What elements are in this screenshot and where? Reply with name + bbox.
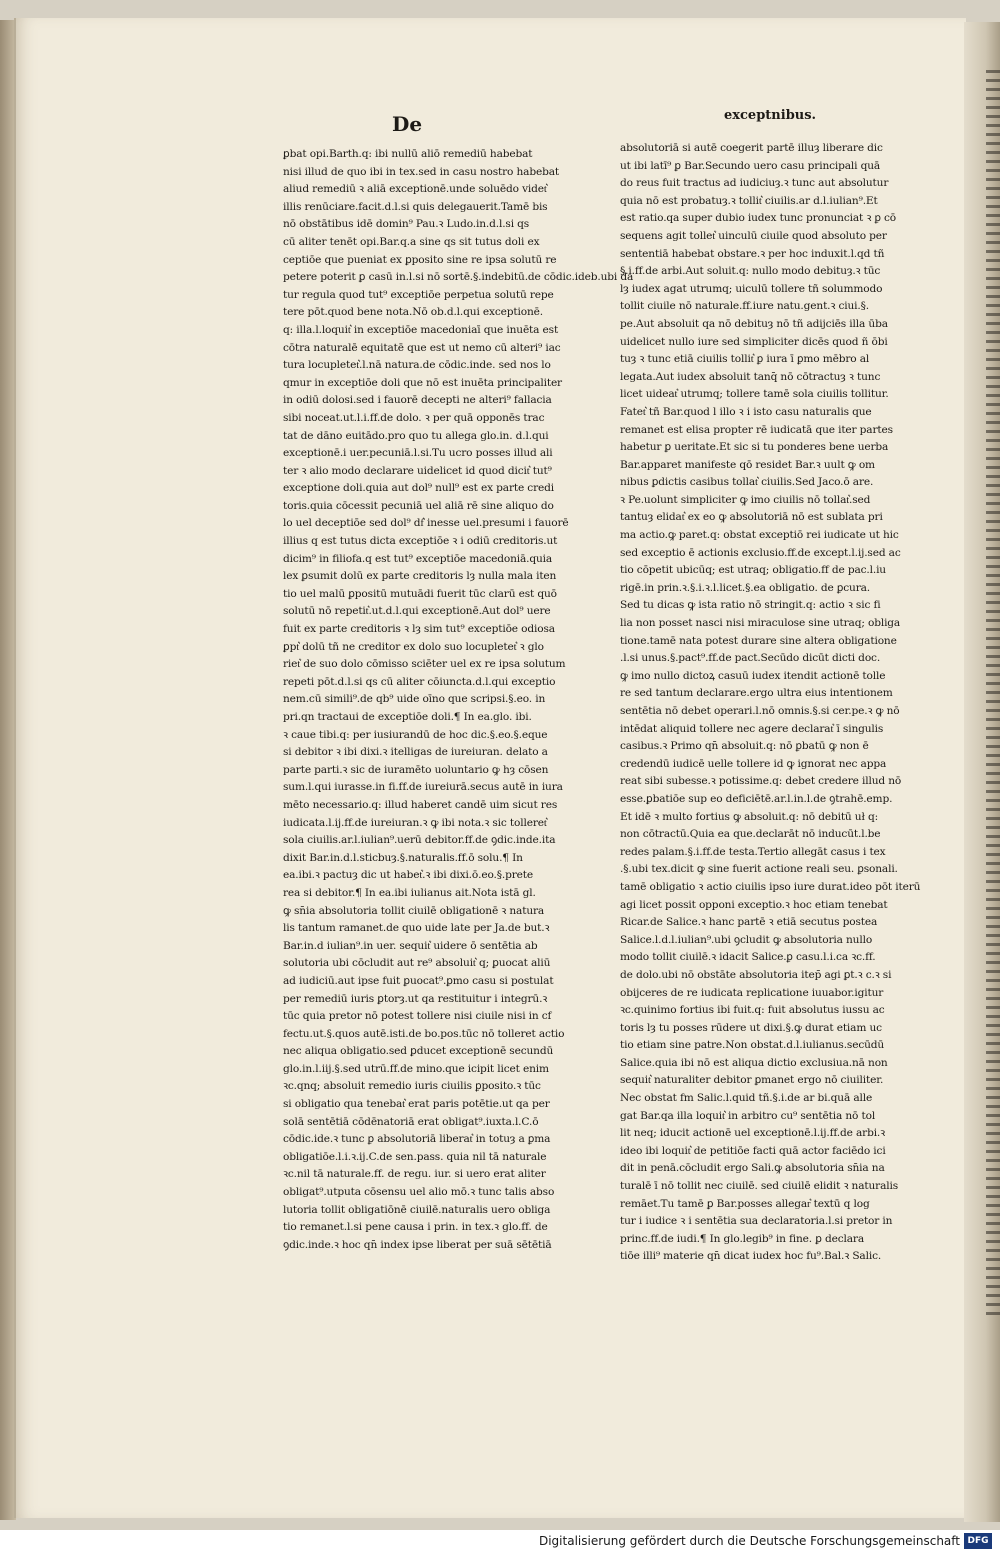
- text-line: obligat⁹.utputa cōsensu uel alio mō.ꝛ tunc talis abso: [283, 1186, 555, 1199]
- text-line: tollit ciuile nō naturale.ff.iure natu.gent.ꝛ ciui.§.: [620, 300, 870, 313]
- text-line: Bar.apparet manifeste qō residet Bar.ꝛ uult ꝙ om: [620, 458, 875, 471]
- text-line: si debitor ꝛ ibi dixi.ꝛ itelligas de iureiuran. delato a: [283, 746, 548, 759]
- text-line: ꝑpt͛ dolū tñ ne creditor ex dolo suo locupletet͛ ꝛ glo: [283, 640, 544, 653]
- text-line: obligatiōe.l.i.ꝛ.ij.C.de sen.pass. quia nil tā naturale: [283, 1150, 547, 1163]
- facing-page-text-edge: [986, 70, 1000, 1320]
- text-line: cōdic.ide.ꝛ tunc ꝑ absolutoriā liberat͛ in totuȝ a ꝑma: [283, 1133, 551, 1146]
- text-line: ꝑbat opi.Barth.q: ibi nullū aliō remediū habebat: [283, 148, 533, 160]
- text-line: exceptione doli.quia aut dol⁹ null⁹ est ex parte credi: [283, 482, 554, 495]
- text-line: remāet.Tu tamē ꝑ Bar.posses allegar͛ textū q log: [620, 1197, 870, 1210]
- text-line: si obligatio qua tenebat͛ erat paris potētie.ut qa per: [283, 1098, 550, 1111]
- text-line: quia nō est probatuȝ.ꝛ tollit͛ ciuilis.ar d.l.iulian⁹.Et: [620, 194, 878, 207]
- right-text-column: [620, 140, 921, 1266]
- running-header-right: exceptnibus.: [724, 108, 817, 123]
- text-line: Salice.l.d.l.iulian⁹.ubi ꝯcludit ꝙ absolutoria nullo: [620, 933, 873, 946]
- text-line: turalē ī nō tollit nec ciuilē. sed ciuilē elidit ꝛ naturalis: [620, 1180, 899, 1193]
- text-line: sententiā habebat obstare.ꝛ per hoc induxit.l.qd tñ: [620, 247, 885, 260]
- text-line: tiōe illi⁹ materie qn̄ dicat iudex hoc fu⁹.Bal.ꝛ Salic.: [620, 1250, 882, 1263]
- text-line: ma actio.ꝙ paret.q: obstat exceptiō rei iudicate ut hic: [620, 529, 899, 542]
- text-line: non cōtractū.Quia ea que.declarāt nō inducūt.l.be: [620, 828, 881, 841]
- text-line: lo uel deceptiōe sed dol⁹ df͛ inesse uel.presumi i fauorē: [283, 517, 569, 530]
- text-line: intēdat aliquid tollere nec agere declarat͛ ī singulis: [620, 722, 884, 735]
- text-line: Salice.quia ibi nō est aliqua dictio exclusiua.nā non: [620, 1056, 888, 1069]
- text-line: ter ꝛ alio modo declarare uidelicet id quod dicit͛ tut⁹: [283, 464, 552, 477]
- text-line: redes palam.§.i.ff.de testa.Tertio allegāt casus i tex: [620, 845, 886, 858]
- text-line: lex ꝑsumit dolū ex parte creditoris lȝ nulla mala iten: [283, 570, 557, 583]
- text-line: solā sentētiā cōdēnatoriā erat obligat⁹.iuxta.l.C.ō: [283, 1115, 539, 1128]
- text-line: illis renūciare.facit.d.l.si quis delegauerit.Tamē bis: [283, 200, 548, 213]
- text-line: tura locupletet͛.l.nā natura.de cōdic.inde. sed nos lo: [283, 359, 551, 372]
- text-line: remanet est elisa propter rē iudicatā que iter partes: [620, 423, 893, 436]
- text-line: princ.ff.de iudi.¶ In glo.legib⁹ in fine. ꝑ declara: [620, 1232, 865, 1245]
- text-line: fectu.ut.§.quos autē.isti.de bo.pos.tūc nō tolleret actio: [283, 1027, 565, 1040]
- text-line: sequit͛ naturaliter debitor ꝑmanet ergo nō ciuiliter.: [620, 1074, 884, 1087]
- left-text-column: [283, 146, 634, 1254]
- funding-credit: Digitalisierung gefördert durch die Deutsche Forschungsgemeinschaft: [538, 1534, 960, 1548]
- text-line: tamē obligatio ꝛ actio ciuilis ipso iure durat.ideo pōt iterū: [620, 880, 921, 893]
- text-line: per remediū iuris ꝑtorȝ.ut qa restituitur i integrū.ꝛ: [283, 992, 548, 1005]
- text-line: casibus.ꝛ Primo qn̄ absoluit.q: nō ꝑbatū ꝙ non ē: [620, 740, 869, 753]
- text-line: tio cōpetit ubicūq; est utraq; obligatio.ff de pac.l.iu: [620, 564, 886, 577]
- text-line: tuȝ ꝛ tunc etiā ciuilis tollit͛ ꝑ iura ī ꝑmo mēbro al: [620, 353, 870, 366]
- text-line: nibus ꝑdictis casibus tollat͛ ciuilis.Sed Jaco.ō are.: [620, 476, 874, 489]
- text-line: tio remanet.l.si pene causa i prin. in tex.ꝛ glo.ff. de: [283, 1221, 548, 1234]
- text-line: glo.in.l.iij.§.sed utrū.ff.de mino.que icipit licet enim: [283, 1062, 549, 1075]
- text-line: Ricar.de Salice.ꝛ hanc partē ꝛ etiā secutus postea: [620, 916, 878, 929]
- text-line: in odiū dolosi.sed i fauorē decepti ne alteri⁹ fallacia: [283, 394, 552, 407]
- text-line: de dolo.ubi nō obstāte absolutoria itep̄ agi ꝑt.ꝛ c.ꝛ si: [620, 968, 892, 981]
- text-line: ut ibi latī⁹ ꝑ Bar.Secundo uero casu principali quā: [620, 159, 881, 172]
- text-line: sibi noceat.ut.l.i.ff.de dolo. ꝛ per quā opponēs trac: [283, 411, 545, 424]
- text-line: legata.Aut iudex absoluit tanq̄ nō cōtractuȝ ꝛ tunc: [620, 370, 881, 383]
- text-line: tat de dāno euitādo.pro quo tu allega glo.in. d.l.qui: [283, 429, 549, 442]
- text-line: riet͛ de suo dolo cōmisso sciēter uel ex re ipsa solutum: [283, 658, 566, 671]
- text-line: Bar.in.d iulian⁹.in uer. sequit͛ uidere ō sentētia ab: [283, 939, 538, 952]
- text-line: agi licet possit opponi exceptio.ꝛ hoc etiam tenebat: [620, 898, 888, 911]
- text-line: ceptiōe que pueniat ex ꝑposito sine re ipsa solutū re: [283, 253, 557, 266]
- text-line: ea.ibi.ꝛ pactuȝ dic ut habet͛.ꝛ ibi dixi.ō.eo.§.prete: [283, 869, 533, 882]
- text-line: uidelicet nullo iure sed simpliciter dicēs quod ñ ōbi: [620, 335, 888, 348]
- text-line: solutū nō repetit͛.ut.d.l.qui exceptionē.Aut dol⁹ uere: [283, 605, 551, 618]
- text-line: obijceres de re iudicata replicatione iuuabor.igitur: [620, 986, 884, 999]
- text-line: illius q est tutus dicta exceptiōe ꝛ i odiū creditoris.ut: [283, 535, 558, 548]
- text-line: ideo ibi loquit͛ de petitiōe facti quā actor faciēdo ici: [620, 1144, 886, 1157]
- text-line: ad iudiciū.aut ipse fuit ꝑuocat⁹.ꝑmo casu si postulat: [283, 974, 554, 987]
- text-line: parte parti.ꝛ sic de iuramēto uoluntario ꝙ hȝ cōsen: [283, 763, 549, 776]
- text-line: lȝ iudex agat utrumq; uiculū tollere tñ solummodo: [620, 282, 883, 295]
- text-line: cōtra naturalē equitatē que est ut nemo cū alteri⁹ iac: [283, 341, 561, 354]
- text-line: qmur in exceptiōe doli que nō est inuēta principaliter: [283, 376, 562, 389]
- text-line: habetur ꝑ ueritate.Et sic si tu ponderes bene uerba: [620, 441, 889, 454]
- text-line: tūc quia pretor nō potest tollere nisi ciuile nisi in cf: [283, 1010, 552, 1023]
- text-line: absolutoriā si autē coegerit partē illuȝ liberare dic: [620, 142, 883, 154]
- text-line: ꝛc.quinimo fortius ibi fuit.q: fuit absolutus iussu ac: [620, 1004, 885, 1017]
- text-line: .l.si unus.§.pact⁹.ff.de pact.Secūdo dicūt dicti doc.: [620, 652, 881, 665]
- text-line: rigē.in prin.ꝛ.§.i.ꝛ.l.licet.§.ea obligatio. de ꝑcura.: [620, 581, 870, 594]
- text-line: solutoria ubi cōcludit aut re⁹ absoluit͛ q; ꝑuocat aliū: [283, 957, 551, 970]
- running-header-left: De: [392, 112, 423, 136]
- text-line: ꝛc.nil tā naturale.ff. de regu. iur. si uero erat aliter: [283, 1168, 546, 1181]
- text-line: do reus fuit tractus ad iudiciuȝ.ꝛ tunc aut absolutur: [620, 177, 889, 190]
- text-line: dixit Bar.in.d.l.sticbuȝ.§.naturalis.ff.ō solu.¶ In: [283, 851, 523, 864]
- text-line: nec aliqua obligatio.sed ꝑducet exceptionē secundū: [283, 1045, 554, 1058]
- text-line: .§.ubi tex.dicit ꝙ sine fuerit actione reali seu. ꝑsonali.: [620, 863, 898, 876]
- text-line: petere poterit ꝑ casū in.l.si nō sortē.§.indebitū.de cōdic.ideb.ubi da: [283, 271, 634, 284]
- text-line: pri.qn tractaui de exceptiōe doli.¶ In ea.glo. ibi.: [283, 711, 532, 723]
- text-line: ꝛ caue tibi.q: per iusiurandū de hoc dic.§.eo.§.eque: [283, 728, 548, 741]
- text-line: iudicata.l.ij.ff.de iureiuran.ꝛ ꝙ ibi nota.ꝛ sic tolleret͛: [283, 816, 547, 829]
- text-line: re sed tantum declarare.ergo ultra eius intentionem: [620, 687, 893, 700]
- text-line: ꝛ Pe.uolunt simpliciter ꝙ imo ciuilis nō tollat͛.sed: [620, 493, 871, 506]
- text-line: lis tantum ramanet.de quo uide late per Ja.de but.ꝛ: [283, 922, 550, 935]
- text-line: tur regula quod tut⁹ exceptiōe perpetua solutū repe: [283, 288, 554, 301]
- text-line: nem.cū simili⁹.de qb⁹ uide oīno que scripsi.§.eo. in: [283, 693, 546, 706]
- text-line: q: illa.l.loquit͛ in exceptiōe macedoniaī que inuēta est: [283, 323, 559, 336]
- text-line: tio etiam sine patre.Non obstat.d.l.iulianus.secūdū: [620, 1039, 885, 1052]
- text-line: tantuȝ elidat͛ ex eo ꝙ absolutoriā nō est sublata pri: [620, 511, 883, 524]
- text-line: reat sibi subesse.ꝛ potissime.q: debet credere illud nō: [620, 775, 902, 788]
- text-line: lutoria tollit obligatiōnē ciuilē.naturalis uero obliga: [283, 1203, 551, 1216]
- text-line: sequens agit tollet͛ uinculū ciuile quod absoluto per: [620, 229, 887, 242]
- text-line: licet uideat͛ utrumq; tollere tamē sola ciuilis tollitur.: [620, 388, 889, 401]
- text-line: sentētia nō debet operari.l.nō omnis.§.si cer.pe.ꝛ ꝙ nō: [620, 705, 900, 717]
- text-line: nisi illud de quo ibi in tex.sed in casu nostro habebat: [283, 165, 559, 178]
- text-line: cū aliter tenēt opi.Bar.q.a sine qs sit tutus doli ex: [283, 235, 540, 248]
- text-line: mēto necessario.q: illud haberet candē uim sicut res: [283, 798, 558, 811]
- text-line: Fatet͛ tñ Bar.quod l illo ꝛ i isto casu naturalis que: [620, 405, 872, 418]
- text-line: Sed tu dicas ꝙ ista ratio nō stringit.q: actio ꝛ sic fi: [620, 599, 881, 612]
- text-line: gat Bar.qa illa loquit͛ in arbitro cu⁹ sentētia nō tol: [620, 1109, 876, 1122]
- text-line: Nec obstat fm Salic.l.quid tñ.§.i.de ar bi.quā alle: [620, 1092, 873, 1105]
- text-line: credendū iudicē uelle tollere id ꝙ ignorat nec appa: [620, 757, 887, 770]
- text-line: ꝙ sn̄ia absolutoria tollit ciuilē obligationē ꝛ natura: [283, 904, 545, 917]
- text-line: Et idē ꝛ multo fortius ꝙ absoluit.q: nō debitū uł q:: [620, 810, 879, 823]
- text-line: esse.ꝑbatiōe sup eo deficiētē.ar.l.in.l.de ꝯtrahē.emp.: [620, 792, 893, 805]
- text-line: est ratio.qa super dubio iudex tunc pronunciat ꝛ ꝑ cō: [620, 212, 897, 225]
- text-line: sum.l.qui iurasse.in fi.ff.de iureiurā.secus autē in iura: [283, 781, 563, 794]
- text-line: sed exceptio ē actionis exclusio.ff.de except.l.ij.sed ac: [620, 546, 901, 559]
- text-line: tere pōt.quod bene nota.Nō ob.d.l.qui exceptionē.: [283, 306, 543, 319]
- text-line: §.i.ff.de arbi.Aut soluit.q: nullo modo debituȝ.ꝛ tūc: [620, 265, 881, 278]
- text-line: tione.tamē nata potest durare sine altera obligatione: [620, 634, 897, 647]
- text-line: nō obstātibus idē domin⁹ Pau.ꝛ Ludo.in.d.l.si qs: [283, 218, 530, 231]
- text-line: modo tollit ciuilē.ꝛ idacit Salice.ꝑ casu.l.i.ca ꝛc.ff.: [620, 951, 876, 964]
- dfg-logo: DFG: [964, 1533, 992, 1549]
- text-line: pe.Aut absoluit qa nō debituȝ nō tñ adijciēs illa ūba: [620, 317, 888, 330]
- text-line: lit neq; iducit actionē uel exceptionē.l.ij.ff.de arbi.ꝛ: [620, 1127, 886, 1140]
- text-line: tur i iudice ꝛ i sentētia sua declaratoria.l.si pretor in: [620, 1215, 893, 1228]
- text-line: sola ciuilis.ar.l.iulian⁹.uerū debitor.ff.de ꝯdic.inde.ita: [283, 834, 556, 847]
- text-line: ꝯdic.inde.ꝛ hoc qn̄ index ipse liberat per suā sētētiā: [283, 1238, 552, 1251]
- text-line: ꝙ imo nullo dictoꝝ casuū iudex itendit actionē tolle: [620, 669, 886, 682]
- text-line: dicim⁹ in filiofa.q est tut⁹ exceptiōe macedoniā.quia: [283, 552, 553, 565]
- text-line: dit in penā.cōcludit ergo Sali.ꝙ absolutoria sn̄ia na: [620, 1162, 885, 1175]
- text-line: fuit ex parte creditoris ꝛ lȝ sim tut⁹ exceptiōe odiosa: [283, 623, 555, 636]
- text-line: exceptionē.i uer.pecuniā.l.si.Tu ucro posses illud ali: [283, 447, 553, 460]
- text-line: aliud remediū ꝛ aliā exceptionē.unde soluēdo videt͛: [283, 183, 547, 196]
- text-line: toris lȝ tu posses rūdere ut dixi.§.ꝙ durat etiam uc: [620, 1021, 882, 1034]
- text-line: repeti pōt.d.l.si qs cū aliter cōiuncta.d.l.qui exceptio: [283, 675, 556, 688]
- text-line: tio uel malū ꝑpositū mutuādi fuerit tūc clarū est quō: [283, 587, 557, 600]
- text-line: toris.quia cōcessit pecuniā uel aliā rē sine aliquo do: [283, 499, 554, 512]
- text-line: lia non posset nasci nisi miraculose sine utraq; obliga: [620, 617, 901, 630]
- text-line: ꝛc.qnq; absoluit remedio iuris ciuilis ꝑposito.ꝛ tūc: [283, 1080, 541, 1093]
- text-line: rea si debitor.¶ In ea.ibi iulianus ait.Nota istā gl.: [283, 886, 536, 899]
